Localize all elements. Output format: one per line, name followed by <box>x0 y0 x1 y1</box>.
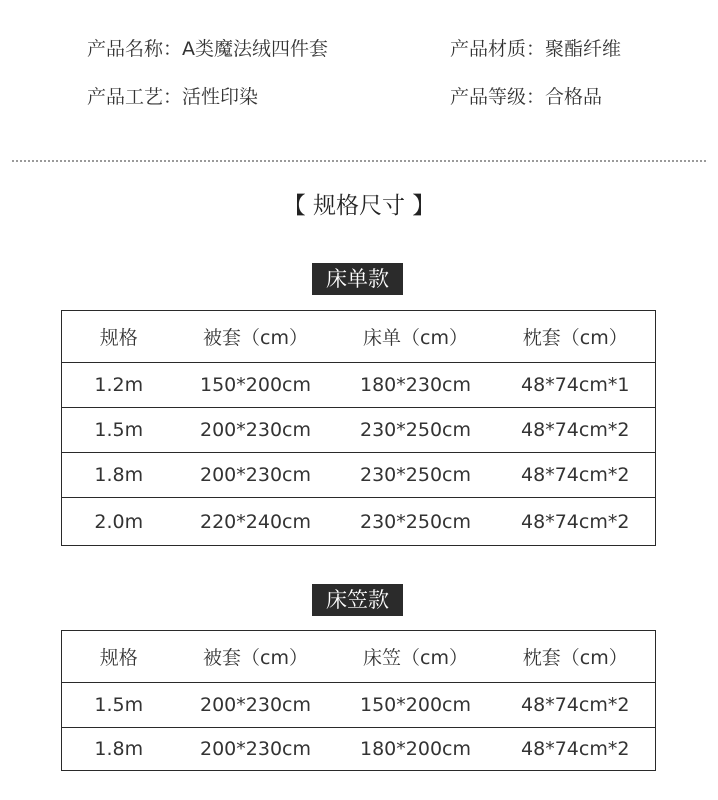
product-craft-row <box>87 85 258 109</box>
cell-duvet: 200*230cm <box>200 738 311 760</box>
fitted-style-badge: 床笠款 <box>312 584 403 616</box>
cell-spec: 1.8m <box>62 453 176 498</box>
cell-pillowcase: 48*74cm*2 <box>521 738 630 760</box>
table-header-row <box>62 631 656 683</box>
cell-sheet: 230*250cm <box>336 453 496 498</box>
cell-sheet: 230*250cm <box>360 510 471 533</box>
cell-duvet: 220*240cm <box>200 510 311 533</box>
cell-spec: 1.8m <box>94 738 144 760</box>
header-spec: 规格 <box>62 311 176 363</box>
cell-pillowcase: 48*74cm*2 <box>496 408 656 453</box>
cell-pillowcase: 48*74cm*2 <box>496 683 656 728</box>
table-row <box>62 408 656 453</box>
cell-pillowcase: 48*74cm*2 <box>521 510 630 533</box>
cell-spec: 1.5m <box>62 408 176 453</box>
cell-fitted-sheet: 180*200cm <box>360 738 471 760</box>
product-name-value: A类魔法绒四件套 <box>182 38 329 60</box>
header-duvet: 被套（cm） <box>176 311 336 363</box>
cell-duvet: 150*200cm <box>176 363 336 408</box>
cell-pillowcase: 48*74cm*2 <box>496 453 656 498</box>
header-spec: 规格 <box>62 631 176 683</box>
product-craft-value: 活性印染 <box>182 86 259 108</box>
header-duvet: 被套（cm） <box>176 631 336 683</box>
product-material-value: 聚酯纤维 <box>545 38 622 60</box>
cell-duvet: 200*230cm <box>176 408 336 453</box>
product-name-label: 产品名称： <box>87 38 183 60</box>
cell-fitted-sheet: 150*200cm <box>336 683 496 728</box>
cell-spec: 1.5m <box>62 683 176 728</box>
table-row <box>62 363 656 408</box>
product-material-label: 产品材质： <box>450 38 546 60</box>
header-sheet: 床单（cm） <box>336 311 496 363</box>
product-grade-row <box>450 85 602 109</box>
product-craft-label: 产品工艺： <box>87 86 183 108</box>
header-fitted-sheet: 床笠（cm） <box>336 631 496 683</box>
cell-sheet: 180*230cm <box>336 363 496 408</box>
sheet-spec-table <box>61 310 656 546</box>
table-row <box>62 498 656 546</box>
table-row <box>62 453 656 498</box>
cell-sheet: 230*250cm <box>336 408 496 453</box>
product-grade-value: 合格品 <box>545 86 603 108</box>
cell-spec: 2.0m <box>94 510 144 533</box>
cell-duvet: 200*230cm <box>176 453 336 498</box>
sheet-style-badge: 床单款 <box>312 263 403 295</box>
table-row <box>62 728 656 771</box>
product-name-row <box>87 37 328 61</box>
section-title: 【 规格尺寸 】 <box>282 193 436 219</box>
product-material-row <box>450 37 621 61</box>
header-pillowcase: 枕套（cm） <box>496 631 656 683</box>
cell-duvet: 200*230cm <box>176 683 336 728</box>
dotted-divider <box>12 160 706 162</box>
fitted-spec-table <box>61 630 656 771</box>
table-row <box>62 683 656 728</box>
table-header-row <box>62 311 656 363</box>
cell-spec: 1.2m <box>62 363 176 408</box>
product-grade-label: 产品等级： <box>450 86 546 108</box>
cell-pillowcase: 48*74cm*1 <box>496 363 656 408</box>
header-pillowcase: 枕套（cm） <box>496 311 656 363</box>
